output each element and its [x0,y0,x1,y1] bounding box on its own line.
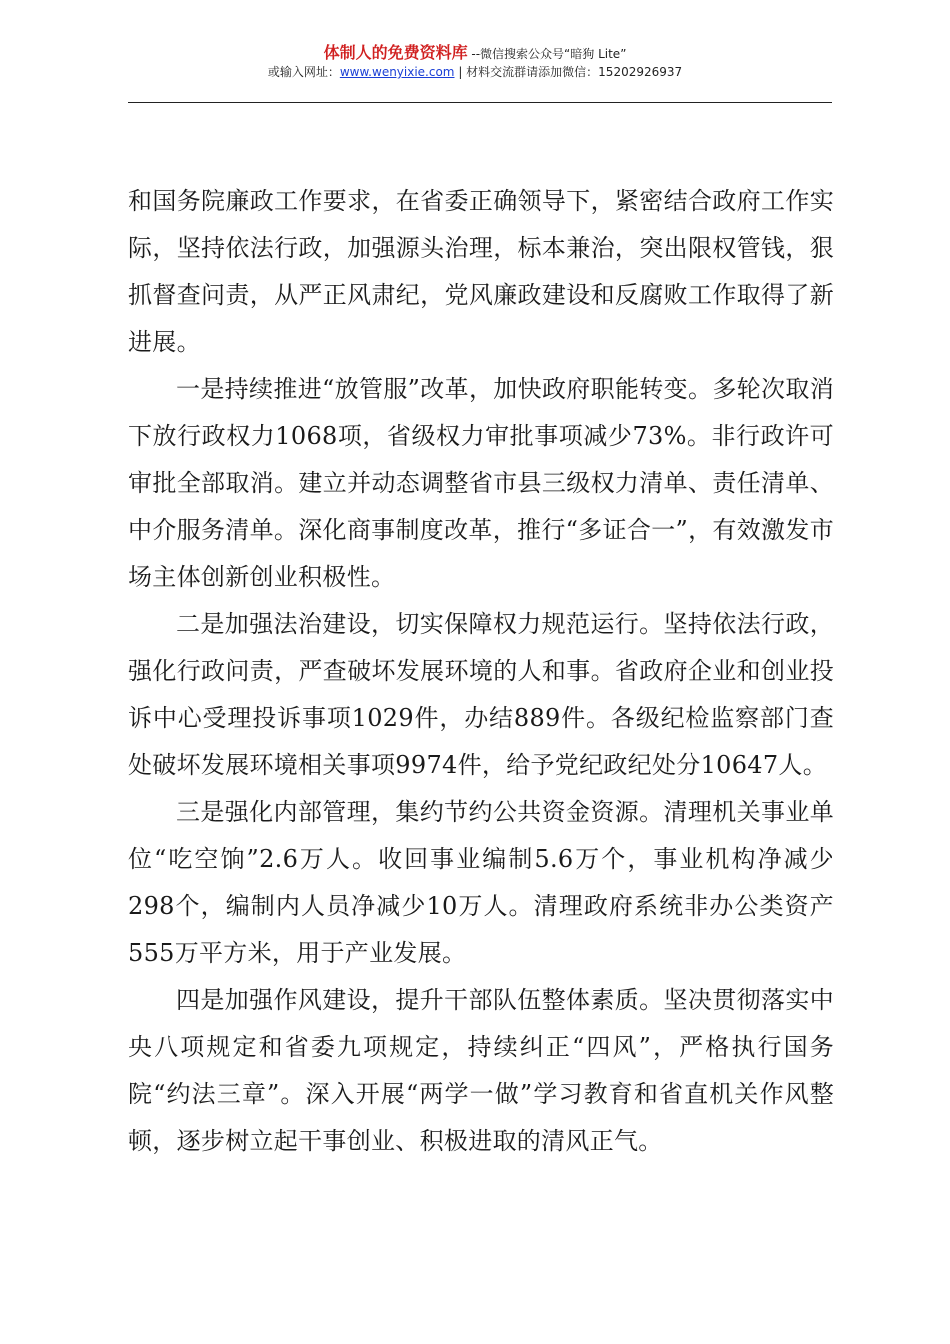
paragraph-continuation: 和国务院廉政工作要求，在省委正确领导下，紧密结合政府工作实际，坚持依法行政，加强源头治理，标本兼治，突出限权管钱，狠抓督查问责，从严正风肃纪，党风廉政建设和反腐败工作取得了新进展。 [128,187,834,356]
header-divider [128,102,832,103]
header-brand: 体制人的免费资料库 [323,43,468,62]
paragraph-3: 三是强化内部管理，集约节约公共资金资源。清理机关事业单位“吃空饷”2.6万人。收回事业编制5.6万个，事业机构净减少298个，编制内人员净减少10万人。清理政府系统非办公类资产555万平方米，用于产业发展。 [128,798,834,967]
page-header [0,44,950,81]
paragraph-2: 二是加强法治建设，切实保障权力规范运行。坚持依法行政，强化行政问责，严查破坏发展环境的人和事。省政府企业和创业投诉中心受理投诉事项1029件，办结889件。各级纪检监察部门查处破坏发展环境相关事项9974件，给予党纪政纪处分10647人。 [128,610,834,779]
header-contact-line [0,63,950,81]
header-banner [0,44,950,63]
document-body [128,178,834,1165]
header-url-link[interactable]: www.wenyixie.com [339,65,455,79]
header-url-prefix: 或输入网址： [267,65,340,79]
paragraph-1: 一是持续推进“放管服”改革，加快政府职能转变。多轮次取消下放行政权力1068项，省级权力审批事项减少73%。非行政许可审批全部取消。建立并动态调整省市县三级权力清单、责任清单、中介服务清单。深化商事制度改革，推行“多证合一”，有效激发市场主体创新创业积极性。 [128,375,834,591]
header-subtitle: --微信搜索公众号“暗狗 Lite” [467,47,627,61]
paragraph-4: 四是加强作风建设，提升干部队伍整体素质。坚决贯彻落实中央八项规定和省委九项规定，持续纠正“四风”，严格执行国务院“约法三章”。深入开展“两学一做”学习教育和省直机关作风整顿，逐步树立起干事创业、积极进取的清风正气。 [128,986,834,1155]
header-contact: | 材料交流群请添加微信：15202926937 [454,65,683,79]
